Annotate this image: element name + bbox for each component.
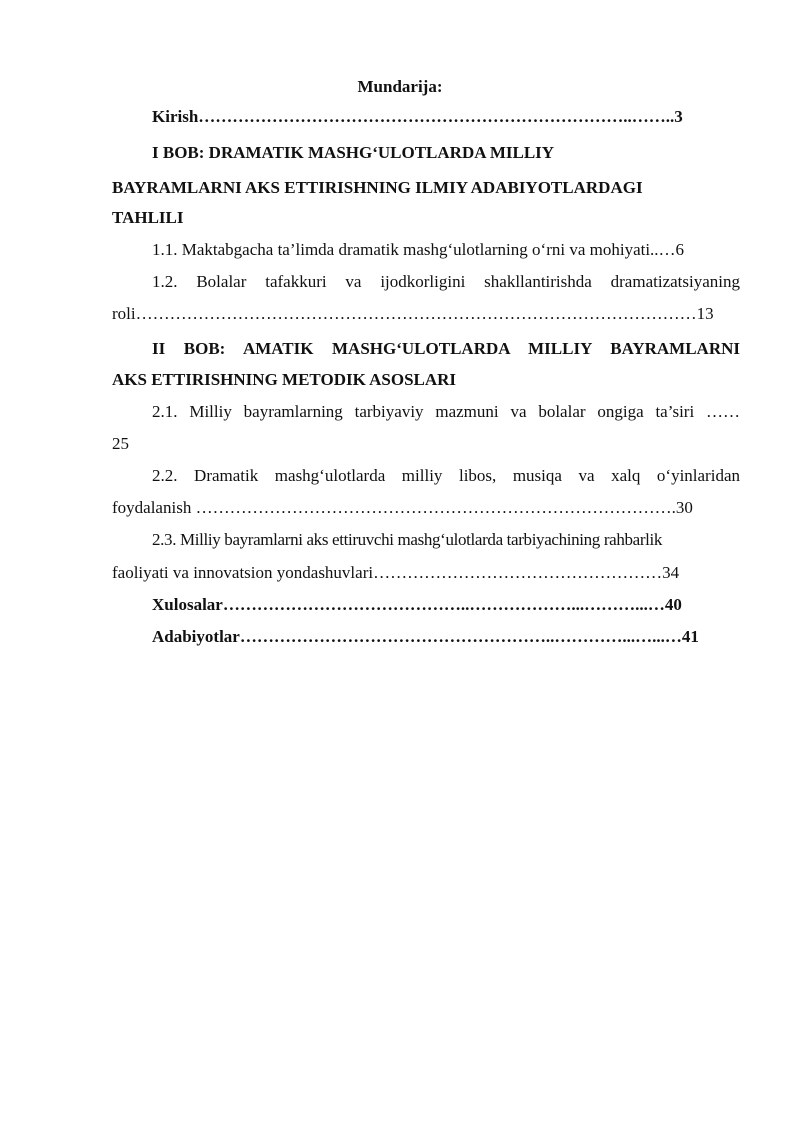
toc-entry-xulosalar: Xulosalar……………………………………..………………...………...…40 <box>152 595 682 614</box>
toc-entry-2-1-line-2: 25 <box>112 434 129 453</box>
toc-chapter-2-heading-line-2: AKS ETTIRISHNING METODIK ASOSLARI <box>112 370 457 389</box>
toc-entry-2-2-line-1: 2.2. Dramatik mashg‘ulotlarda milliy libos, musiqa va xalq o‘yinlaridan <box>152 466 740 485</box>
toc-entry-2-1-line-1: 2.1. Milliy bayramlarning tarbiyaviy mazmuni va bolalar ongiga ta’siri …… <box>152 402 740 421</box>
toc-entry-1-2-line-2: roli………………………………………………………………………………………13 <box>112 304 714 323</box>
toc-chapter-2-heading-line-1: II BOB: AMATIK MASHG‘ULOTLARDA MILLIY BAYRAMLARNI <box>152 339 740 358</box>
toc-entry-1-1: 1.1. Maktabgacha ta’limda dramatik mashg‘ulotlarning o‘rni va mohiyati..…6 <box>152 240 685 259</box>
toc-entry-kirish: Kirish…………………………………………………………………..……..3 <box>152 107 683 126</box>
toc-entry-2-2-line-2: foydalanish ………………………………………………………………………….30 <box>112 498 693 517</box>
toc-entry-1-2-line-1: 1.2. Bolalar tafakkuri va ijodkorligini shakllantirishda dramatizatsiyaning <box>152 272 740 291</box>
toc-title: Mundarija: <box>357 77 443 96</box>
toc-chapter-1-heading-line-1: I BOB: DRAMATIK MASHG‘ULOTLARDA MILLIY <box>152 143 555 162</box>
toc-entry-2-3-line-1: 2.3. Milliy bayramlarni aks ettiruvchi mashg‘ulotlarda tarbiyachining rahbarlik <box>152 530 663 549</box>
toc-chapter-1-heading-line-2: BAYRAMLARNI AKS ETTIRISHNING ILMIY ADABIYOTLARDAGI <box>112 178 643 197</box>
toc-entry-2-3-line-2: faoliyati va innovatsion yondashuvlari……………………………………………34 <box>112 563 680 582</box>
toc-chapter-1-heading-line-3: TAHLILI <box>112 208 184 227</box>
toc-entry-adabiyotlar: Adabiyotlar………………………………………………..…………...…...…41 <box>152 627 699 646</box>
